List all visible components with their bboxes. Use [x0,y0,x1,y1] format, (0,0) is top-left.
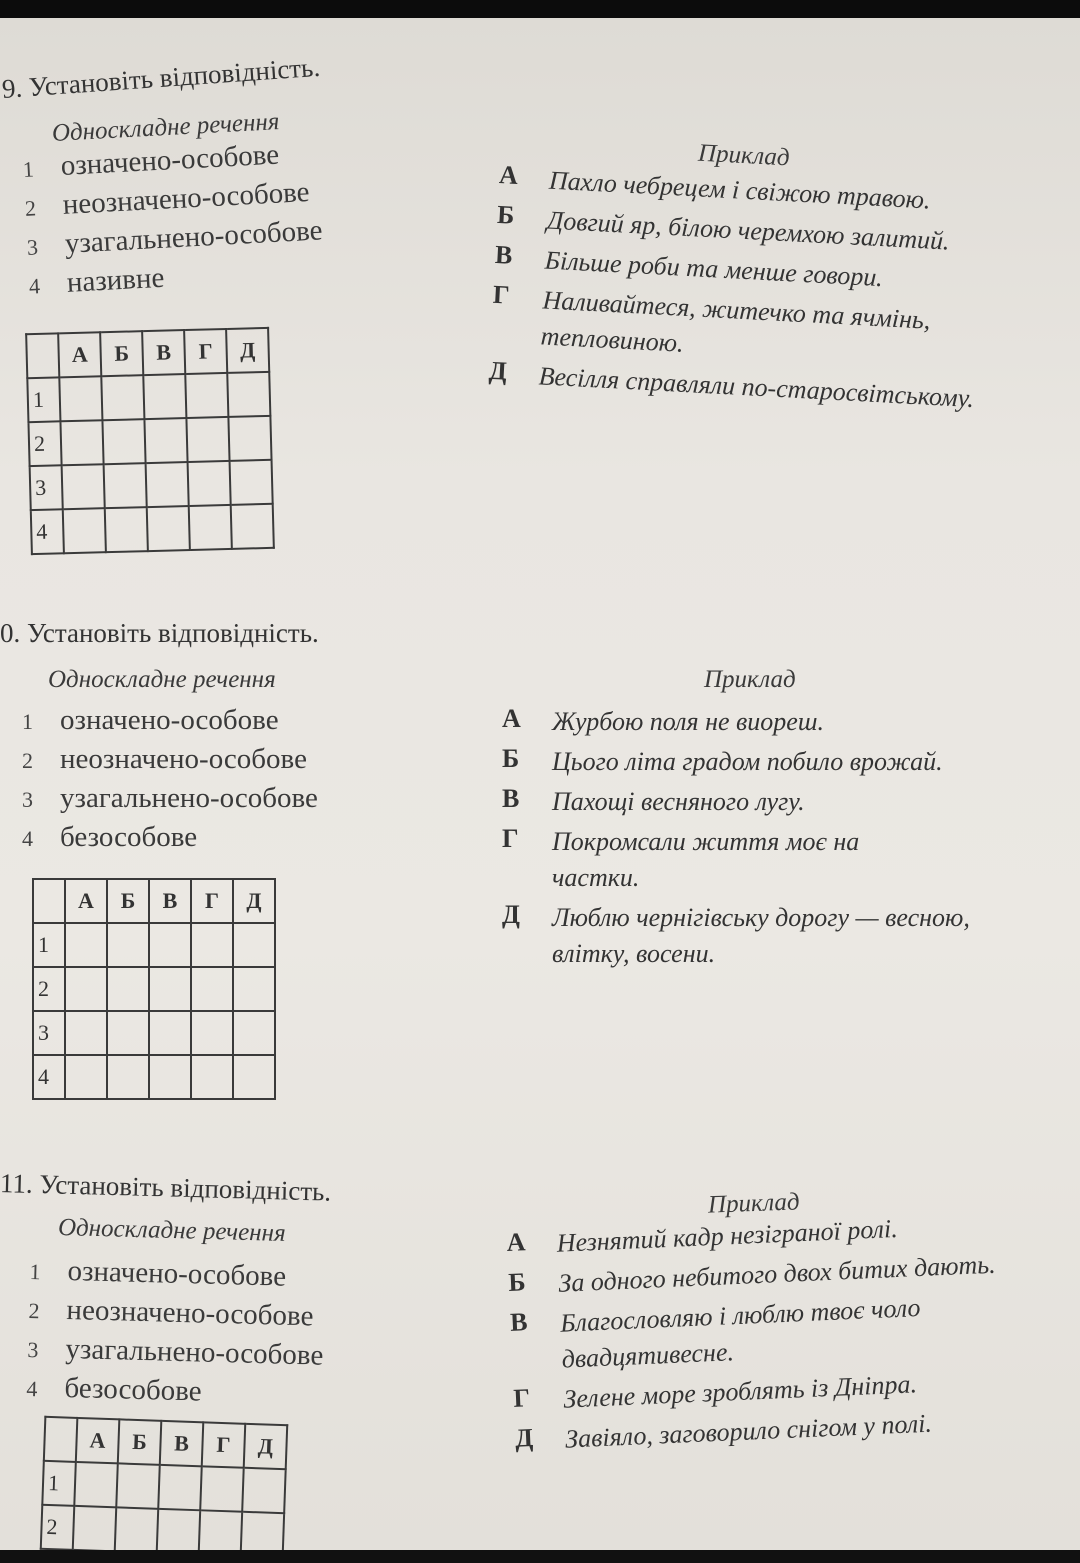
left-column-heading: Односкладне речення [57,1214,287,1247]
answer-cell[interactable] [65,1011,107,1055]
task-title: 11. Установіть відповідність. [0,1168,332,1207]
answer-cell[interactable] [199,1510,243,1555]
sentence-type-list [26,1254,326,1418]
answer-cell[interactable] [227,372,270,417]
answer-cell[interactable] [65,1055,107,1099]
example-item: Д Завіяло, заговорило снігом у полі. [514,1408,933,1454]
type-item: 4 безособове [22,821,198,853]
task-title: 9. Установіть відповідність. [0,51,322,104]
answer-cell[interactable] [116,1463,160,1508]
example-item: Д Весілля справляли по-старосвітському. [488,355,975,414]
answer-cell[interactable] [74,1462,118,1507]
example-item: В Більше роби та менше говори. [494,239,884,293]
answer-grid: А Б В Г Д 1 2 3 4 [32,878,276,1100]
type-item: 1 означено-особове [29,1254,287,1293]
answer-cell[interactable] [107,923,149,967]
answer-cell[interactable] [186,417,229,462]
example-item: А Журбою поля не виореш. [502,704,824,736]
answer-cell[interactable] [59,376,102,421]
type-item: 1 означено-особове [22,138,280,182]
right-column-heading: Приклад [707,1188,801,1219]
answer-cell[interactable] [101,375,144,420]
answer-cell[interactable] [107,967,149,1011]
answer-cell[interactable] [144,418,187,463]
left-column-heading: Односкладне речення [48,666,276,693]
answer-cell[interactable] [191,1055,233,1099]
example-item: Б Довгий яр, білою черемхою залитий. [496,199,951,256]
left-column-heading: Односкладне речення [51,108,281,147]
type-item: 2 неозначено-особове [22,743,307,775]
answer-cell[interactable] [149,1055,191,1099]
example-item: Б За одного небитого двох битих дають. [507,1249,997,1298]
answer-cell[interactable] [149,1011,191,1055]
answer-cell[interactable] [62,464,105,509]
example-item: Д Люблю чернігівську дорогу — весною, влітку, восени. [502,900,970,968]
answer-cell[interactable] [65,967,107,1011]
task-title: 0. Установіть відповідність. [0,618,319,648]
answer-cell[interactable] [233,967,275,1011]
answer-grid: А Б В Г Д 1 2 [40,1416,289,1558]
top-black-bar [0,0,1080,18]
answer-cell[interactable] [147,506,190,551]
answer-cell[interactable] [242,1468,286,1513]
type-item: 3 узагальнено-особове [26,214,324,260]
answer-cell[interactable] [60,420,103,465]
example-item: Г Наливайтеся, житечко та ячмінь, тепловиною. [492,279,932,358]
answer-cell[interactable] [104,463,147,508]
answer-cell[interactable] [191,923,233,967]
type-item: 4 безособове [26,1371,203,1408]
answer-cell[interactable] [65,923,107,967]
answer-grid: А Б В Г Д 1 2 3 4 [25,327,275,555]
bottom-black-bar [0,1550,1080,1563]
type-item: 2 неозначено-особове [28,1293,314,1333]
answer-cell[interactable] [107,1055,149,1099]
type-item: 3 узагальнено-особове [22,782,318,814]
answer-cell[interactable] [230,460,273,505]
answer-cell[interactable] [105,507,148,552]
type-item: 4 називне [28,261,166,299]
type-item: 1 означено-особове [22,704,279,736]
answer-cell[interactable] [191,967,233,1011]
example-item: В Пахощі весняного лугу. [502,784,805,816]
right-column-heading: Приклад [697,139,791,172]
answer-cell[interactable] [143,374,186,419]
sentence-type-list [22,137,326,308]
answer-cell[interactable] [228,416,271,461]
answer-cell[interactable] [149,923,191,967]
example-item: А Незнятий кадр незіграної ролі. [506,1213,899,1258]
answer-cell[interactable] [115,1507,159,1552]
example-item: А Пахло чебрецем і свіжою травою. [498,160,932,215]
answer-cell[interactable] [233,923,275,967]
answer-cell[interactable] [189,505,232,550]
answer-cell[interactable] [158,1465,202,1510]
example-item: В Благословляю і люблю твоє чоло двадцятивесне. [509,1293,921,1374]
answer-cell[interactable] [146,462,189,507]
answer-cell[interactable] [63,508,106,553]
answer-cell[interactable] [73,1506,117,1551]
answer-cell[interactable] [149,967,191,1011]
example-list [506,1204,1056,1463]
example-list [502,704,1042,976]
answer-cell[interactable] [191,1011,233,1055]
example-item: Г Зелене море зроблять із Дніпра. [512,1369,918,1414]
sentence-type-list [22,704,318,860]
answer-cell[interactable] [231,504,274,549]
answer-cell[interactable] [188,461,231,506]
answer-cell[interactable] [157,1509,201,1554]
type-item: 2 неозначено-особове [24,176,311,221]
answer-cell[interactable] [233,1055,275,1099]
type-item: 3 узагальнено-особове [27,1332,324,1372]
answer-cell[interactable] [107,1011,149,1055]
answer-cell[interactable] [200,1466,244,1511]
answer-cell[interactable] [102,419,145,464]
answer-cell[interactable] [185,373,228,418]
answer-cell[interactable] [233,1011,275,1055]
example-item: Б Цього літа градом побило врожай. [502,744,943,776]
example-item: Г Покромсали життя моє на частки. [502,824,860,892]
example-list [488,160,1040,424]
right-column-heading: Приклад [704,666,796,693]
